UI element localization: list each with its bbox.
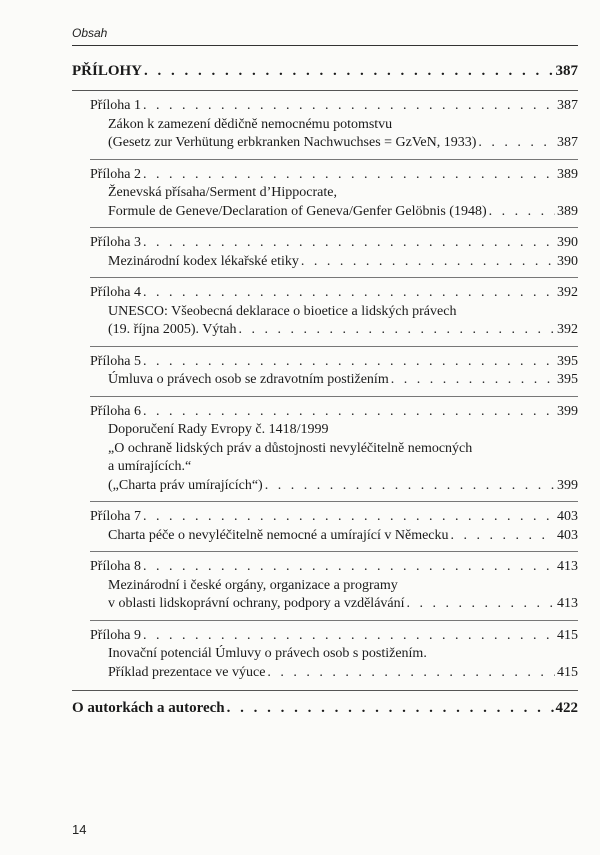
annex-subtitle-entry[interactable] xyxy=(90,477,578,496)
annex-label: Příloha 3 xyxy=(90,235,141,250)
annex-page: 415 xyxy=(557,627,578,643)
annex-page: 390 xyxy=(557,235,578,250)
annex-subtitle-line: „O ochraně lidských práv a důstojnosti nevyléčitelně nemocných xyxy=(108,440,473,456)
annex-subtitle-text: Úmluva o právech osob se zdravotním postižením xyxy=(108,372,389,387)
annex-subtitle-line: a umírajících.“ xyxy=(108,459,192,474)
annex-subtitle-line: UNESCO: Všeobecná deklarace o bioetice a lidských právech xyxy=(108,303,457,319)
annex-list xyxy=(72,97,578,682)
dot-leader xyxy=(451,527,555,546)
annex-subtitle-entry[interactable] xyxy=(90,527,578,546)
annex-divider xyxy=(90,277,578,278)
annex-subtitle-page: 389 xyxy=(557,203,578,219)
annex-subtitle-page: 387 xyxy=(557,135,578,150)
annex-page: 399 xyxy=(557,403,578,419)
dot-leader xyxy=(143,166,555,185)
annex-subtitle-text: Charta péče o nevyléčitelně nemocné a umírající v Německu xyxy=(108,527,449,543)
section-divider xyxy=(72,90,578,91)
annex-subtitle-page: 403 xyxy=(557,527,578,543)
annex-subtitle-entry[interactable] xyxy=(90,371,578,390)
annex-label: Příloha 9 xyxy=(90,627,141,643)
annex-divider xyxy=(90,227,578,228)
page-number: 14 xyxy=(72,822,87,837)
dot-leader xyxy=(144,60,553,82)
dot-leader xyxy=(267,664,555,683)
annex-heading[interactable] xyxy=(90,353,578,372)
dot-leader xyxy=(301,253,555,272)
annex-heading[interactable] xyxy=(90,627,578,646)
annex-entry xyxy=(72,558,578,614)
annex-page: 395 xyxy=(557,353,578,369)
annex-divider xyxy=(90,346,578,347)
toc-entry-page: 422 xyxy=(555,700,578,716)
annex-entry xyxy=(72,353,578,390)
annex-label: Příloha 8 xyxy=(90,559,141,574)
annex-heading[interactable] xyxy=(90,234,578,253)
annex-heading[interactable] xyxy=(90,403,578,422)
annex-entry xyxy=(72,166,578,222)
annex-label: Příloha 4 xyxy=(90,285,141,300)
annex-heading[interactable] xyxy=(90,558,578,577)
annex-subtitle-entry[interactable] xyxy=(90,134,578,153)
annex-divider xyxy=(90,396,578,397)
toc-entry-title: O autorkách a autorech xyxy=(72,700,225,716)
dot-leader xyxy=(391,371,555,390)
annex-entry xyxy=(72,403,578,496)
annex-heading[interactable] xyxy=(90,284,578,303)
dot-leader xyxy=(143,508,555,527)
annex-subtitle-entry[interactable] xyxy=(90,321,578,340)
annex-subtitle-text: Příklad prezentace ve výuce xyxy=(108,664,266,680)
toc-entry-prilohy[interactable] xyxy=(72,60,578,82)
annex-subtitle-entry[interactable] xyxy=(90,595,578,614)
dot-leader xyxy=(143,353,555,372)
annex-entry xyxy=(72,508,578,545)
annex-subtitle-text: v oblasti lidskoprávní ochrany, podpory a vzdělávání xyxy=(108,596,405,611)
annex-divider xyxy=(90,501,578,502)
annex-divider xyxy=(90,159,578,160)
annex-subtitle-page: 390 xyxy=(557,253,578,269)
annex-subtitle-line: Mezinárodní i české orgány, organizace a programy xyxy=(108,577,398,593)
annex-page: 389 xyxy=(557,166,578,182)
annex-subtitle-entry[interactable] xyxy=(90,203,578,222)
toc-entry-page: 387 xyxy=(555,63,578,79)
dot-leader xyxy=(238,321,555,340)
annex-subtitle-page: 392 xyxy=(557,322,578,337)
annex-divider xyxy=(90,620,578,621)
annex-label: Příloha 5 xyxy=(90,353,141,369)
dot-leader xyxy=(143,284,555,303)
annex-subtitle-line: Zákon k zamezení dědičně nemocnému potomstvu xyxy=(108,116,393,132)
annex-subtitle-line: Doporučení Rady Evropy č. 1418/1999 xyxy=(108,422,329,437)
dot-leader xyxy=(143,234,555,253)
annex-label: Příloha 1 xyxy=(90,98,141,113)
annex-subtitle-text: (Gesetz zur Verhütung erbkranken Nachwuchses = GzVeN, 1933) xyxy=(108,135,477,150)
annex-subtitle-page: 415 xyxy=(557,664,578,680)
section-divider xyxy=(72,690,578,691)
annex-subtitle-text: Formule de Geneve/Declaration of Geneva/Genfer Gelöbnis (1948) xyxy=(108,203,487,219)
annex-entry xyxy=(72,97,578,153)
annex-heading[interactable] xyxy=(90,166,578,185)
annex-subtitle-line: Ženevská přísaha/Serment d’Hippocrate, xyxy=(108,185,337,200)
annex-subtitle-page: 399 xyxy=(557,477,578,493)
annex-subtitle-line: Inovační potenciál Úmluvy o právech osob s postižením. xyxy=(108,646,427,661)
table-of-contents xyxy=(72,60,578,719)
running-head: Obsah xyxy=(72,26,108,40)
annex-page: 387 xyxy=(557,98,578,113)
annex-subtitle-page: 413 xyxy=(557,596,578,611)
dot-leader xyxy=(407,595,555,614)
header-rule xyxy=(72,45,578,46)
dot-leader xyxy=(143,97,555,116)
annex-page: 413 xyxy=(557,559,578,574)
annex-subtitle-entry[interactable] xyxy=(90,664,578,683)
annex-entry xyxy=(72,234,578,271)
annex-label: Příloha 2 xyxy=(90,166,141,182)
annex-subtitle-page: 395 xyxy=(557,372,578,387)
annex-label: Příloha 6 xyxy=(90,403,141,419)
annex-entry xyxy=(72,627,578,683)
toc-entry-title: PŘÍLOHY xyxy=(72,63,143,79)
dot-leader xyxy=(265,477,555,496)
dot-leader xyxy=(227,697,554,719)
annex-label: Příloha 7 xyxy=(90,509,141,524)
annex-subtitle-text: (19. října 2005). Výtah xyxy=(108,322,237,337)
dot-leader xyxy=(143,403,555,422)
dot-leader xyxy=(143,627,555,646)
dot-leader xyxy=(489,203,555,222)
annex-page: 392 xyxy=(557,285,578,300)
annex-subtitle-text: Mezinárodní kodex lékařské etiky xyxy=(108,253,299,269)
annex-divider xyxy=(90,551,578,552)
dot-leader xyxy=(478,134,555,153)
annex-heading[interactable] xyxy=(90,97,578,116)
annex-page: 403 xyxy=(557,509,578,524)
annex-subtitle-text: („Charta práv umírajících“) xyxy=(108,477,263,493)
annex-entry xyxy=(72,284,578,340)
annex-heading[interactable] xyxy=(90,508,578,527)
toc-entry-authors[interactable] xyxy=(72,697,578,719)
annex-subtitle-entry[interactable] xyxy=(90,253,578,272)
dot-leader xyxy=(143,558,555,577)
